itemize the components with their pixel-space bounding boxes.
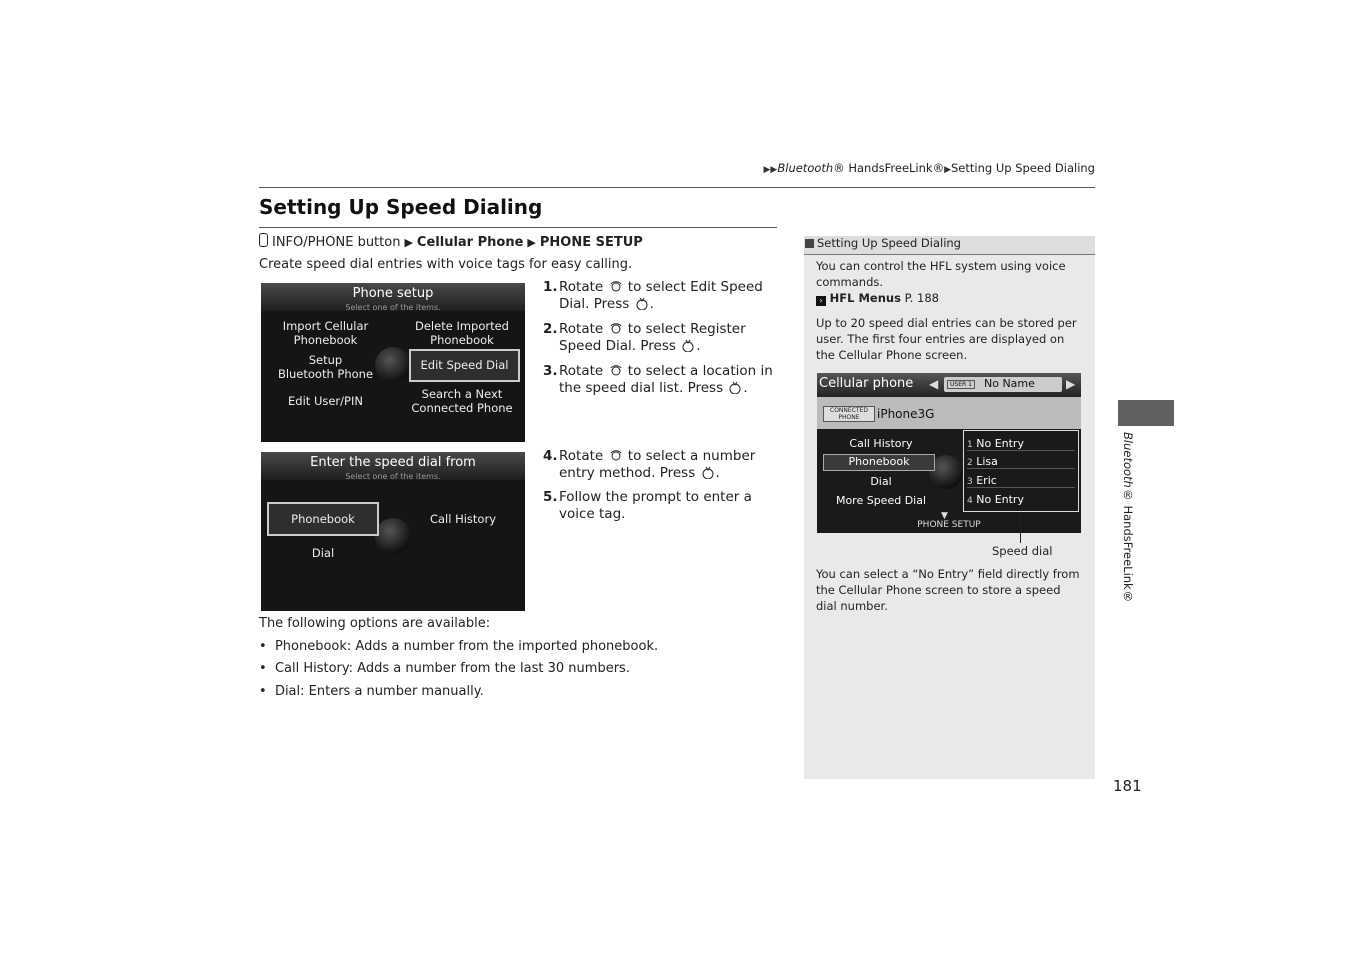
sidebar-p2: Up to 20 speed dial entries can be stored per user. The first four entries are displayed on the Cellular Phone screen.: [816, 316, 1077, 362]
speed-number-icon: 1: [967, 440, 973, 450]
step-text: Rotate to select Register Speed Dial. Press .: [559, 321, 746, 354]
speed-dial-caption: Speed dial: [992, 544, 1053, 558]
edit-speed-dial-item[interactable]: Edit Speed Dial: [409, 349, 520, 382]
option-term: Call History:: [274, 661, 354, 676]
note-icon: [805, 239, 814, 248]
step-text: Follow the prompt to enter a voice tag.: [559, 489, 752, 522]
search-phone-item[interactable]: Search a Next Connected Phone: [411, 387, 513, 415]
connected-tag: CONNECTED PHONE: [823, 406, 875, 422]
steps-group-2: [543, 448, 783, 538]
rotate-knob-icon: [608, 363, 624, 377]
delete-phonebook-item[interactable]: Delete Imported Phonebook: [415, 319, 509, 347]
option-item: • Dial: Enters a number manually.: [259, 684, 484, 699]
step-1: [543, 279, 783, 319]
ref-arrow-icon: ›: [816, 296, 826, 306]
user-prev-icon[interactable]: ◀: [929, 377, 939, 391]
title-rule: [259, 227, 777, 228]
sidebar-title: Setting Up Speed Dialing: [817, 236, 961, 250]
option-term: Dial:: [274, 684, 305, 699]
rotate-knob-icon: [608, 279, 624, 293]
step-number: 1.: [543, 279, 558, 295]
step-number: 4.: [543, 448, 558, 464]
phone-setup-screen: [261, 283, 525, 442]
sidebar-p3: You can select a “No Entry” field directly from the Cellular Phone screen to store a speed dial number.: [816, 567, 1080, 613]
step-text: Rotate to select a number entry method. Press .: [559, 448, 756, 481]
cell-title: Cellular phone: [819, 376, 914, 391]
edit-user-pin-item[interactable]: Edit User/PIN: [288, 394, 363, 408]
phonebook-item[interactable]: Phonebook: [267, 502, 379, 536]
speed-number-icon: 2: [967, 458, 973, 468]
user-name: No Name: [984, 377, 1035, 390]
menu-phonebook[interactable]: Phonebook: [823, 454, 935, 471]
press-knob-icon: [727, 380, 743, 394]
arrow-icon: ▶: [404, 236, 413, 249]
step-3: [543, 363, 783, 403]
speed-number-icon: 4: [967, 496, 973, 506]
screen-subtitle: Select one of the items.: [345, 303, 441, 312]
breadcrumb-current: Setting Up Speed Dialing: [951, 161, 1095, 175]
options-section: [259, 616, 759, 706]
setup-label2: Bluetooth Phone: [277, 367, 374, 381]
step-text: Rotate to select a location in the speed dial list. Press .: [559, 363, 773, 396]
press-knob-icon: [634, 296, 650, 310]
intro-text: Create speed dial entries with voice tags for easy calling.: [259, 257, 633, 272]
breadcrumb-arrow-icon: ▶▶: [763, 165, 778, 175]
speed-dial-source-screen: [261, 452, 525, 611]
top-rule: [259, 187, 1095, 188]
cell-footer[interactable]: PHONE SETUP: [917, 520, 981, 530]
step-number: 2.: [543, 321, 558, 337]
step-2: [543, 321, 783, 361]
step-4: [543, 448, 783, 488]
options-intro: The following options are available:: [259, 616, 491, 631]
option-term: Phonebook:: [274, 639, 352, 654]
page-number: 181: [1113, 777, 1142, 795]
chapter-side-label: [1121, 432, 1135, 604]
nav-step1: Cellular Phone: [416, 235, 524, 250]
side-rest: ® HandsFreeLink®: [1121, 487, 1135, 604]
speed-entry[interactable]: 1 No Entry: [967, 437, 1075, 451]
home-icon: [259, 233, 268, 247]
dial-item[interactable]: Dial: [311, 546, 335, 560]
speed-entry[interactable]: 2 Lisa: [967, 455, 1075, 469]
screen-subtitle: Select one of the items.: [345, 472, 441, 481]
arrow-icon: ▶: [527, 236, 536, 249]
step-5: [543, 489, 783, 529]
setup-bluetooth-item[interactable]: [273, 353, 378, 381]
ref-page: P. 188: [900, 291, 939, 305]
call-history-item[interactable]: Call History: [429, 512, 497, 526]
user-tag: USER 1: [947, 380, 975, 389]
step-text: Rotate to select Edit Speed Dial. Press .: [559, 279, 763, 312]
option-desc: Adds a number from the imported phonebook.: [351, 639, 659, 654]
option-desc: Adds a number from the last 30 numbers.: [353, 661, 630, 676]
down-arrow-icon[interactable]: ▼: [941, 511, 948, 521]
press-knob-icon: [700, 465, 716, 479]
import-phonebook-item[interactable]: Import Cellular Phonebook: [282, 319, 369, 347]
page-title: Setting Up Speed Dialing: [259, 195, 543, 219]
nav-step2: PHONE SETUP: [539, 235, 643, 250]
step-number: 3.: [543, 363, 558, 379]
sidebar-head: [804, 236, 1095, 255]
knob-icon: [375, 347, 411, 383]
breadcrumb: [764, 161, 1095, 175]
rotate-knob-icon: [608, 321, 624, 335]
chapter-tab: [1118, 400, 1174, 426]
setup-label: Setup: [308, 353, 343, 367]
menu-call-history[interactable]: Call History: [849, 437, 913, 450]
nav-start: INFO/PHONE button: [272, 235, 401, 250]
phone-name: iPhone3G: [877, 407, 935, 421]
ref-link[interactable]: HFL Menus: [829, 291, 901, 305]
speed-entry[interactable]: 4 No Entry: [967, 493, 1024, 506]
option-item: • Phonebook: Adds a number from the imported phonebook.: [259, 639, 659, 654]
cellular-phone-screen: [817, 373, 1081, 533]
nav-path: [259, 233, 643, 250]
step-number: 5.: [543, 489, 558, 505]
sidebar-p1: You can control the HFL system using voice commands.: [816, 259, 1066, 289]
steps-group-1: [543, 279, 783, 409]
knob-icon: [375, 518, 411, 554]
screen-title: Phone setup: [352, 286, 434, 301]
rotate-knob-icon: [608, 448, 624, 462]
user-box: [944, 377, 1062, 392]
sidebar-ref: [816, 290, 1084, 306]
menu-dial[interactable]: Dial: [870, 475, 892, 488]
breadcrumb-hfl: ® HandsFreeLink®: [833, 161, 945, 175]
screen-title: Enter the speed dial from: [310, 455, 476, 470]
side-italic: Bluetooth: [1121, 432, 1135, 488]
breadcrumb-bluetooth: Bluetooth: [777, 161, 834, 175]
breadcrumb-arrow-icon: ▶: [944, 165, 951, 175]
speed-entry[interactable]: 3 Eric: [967, 474, 1075, 488]
option-item: • Call History: Adds a number from the last 30 numbers.: [259, 661, 630, 676]
option-desc: Enters a number manually.: [304, 684, 484, 699]
user-next-icon[interactable]: ▶: [1066, 377, 1076, 391]
caption-line: [1020, 513, 1021, 543]
speed-number-icon: 3: [967, 477, 973, 487]
press-knob-icon: [680, 338, 696, 352]
menu-more-speed[interactable]: More Speed Dial: [835, 494, 927, 507]
